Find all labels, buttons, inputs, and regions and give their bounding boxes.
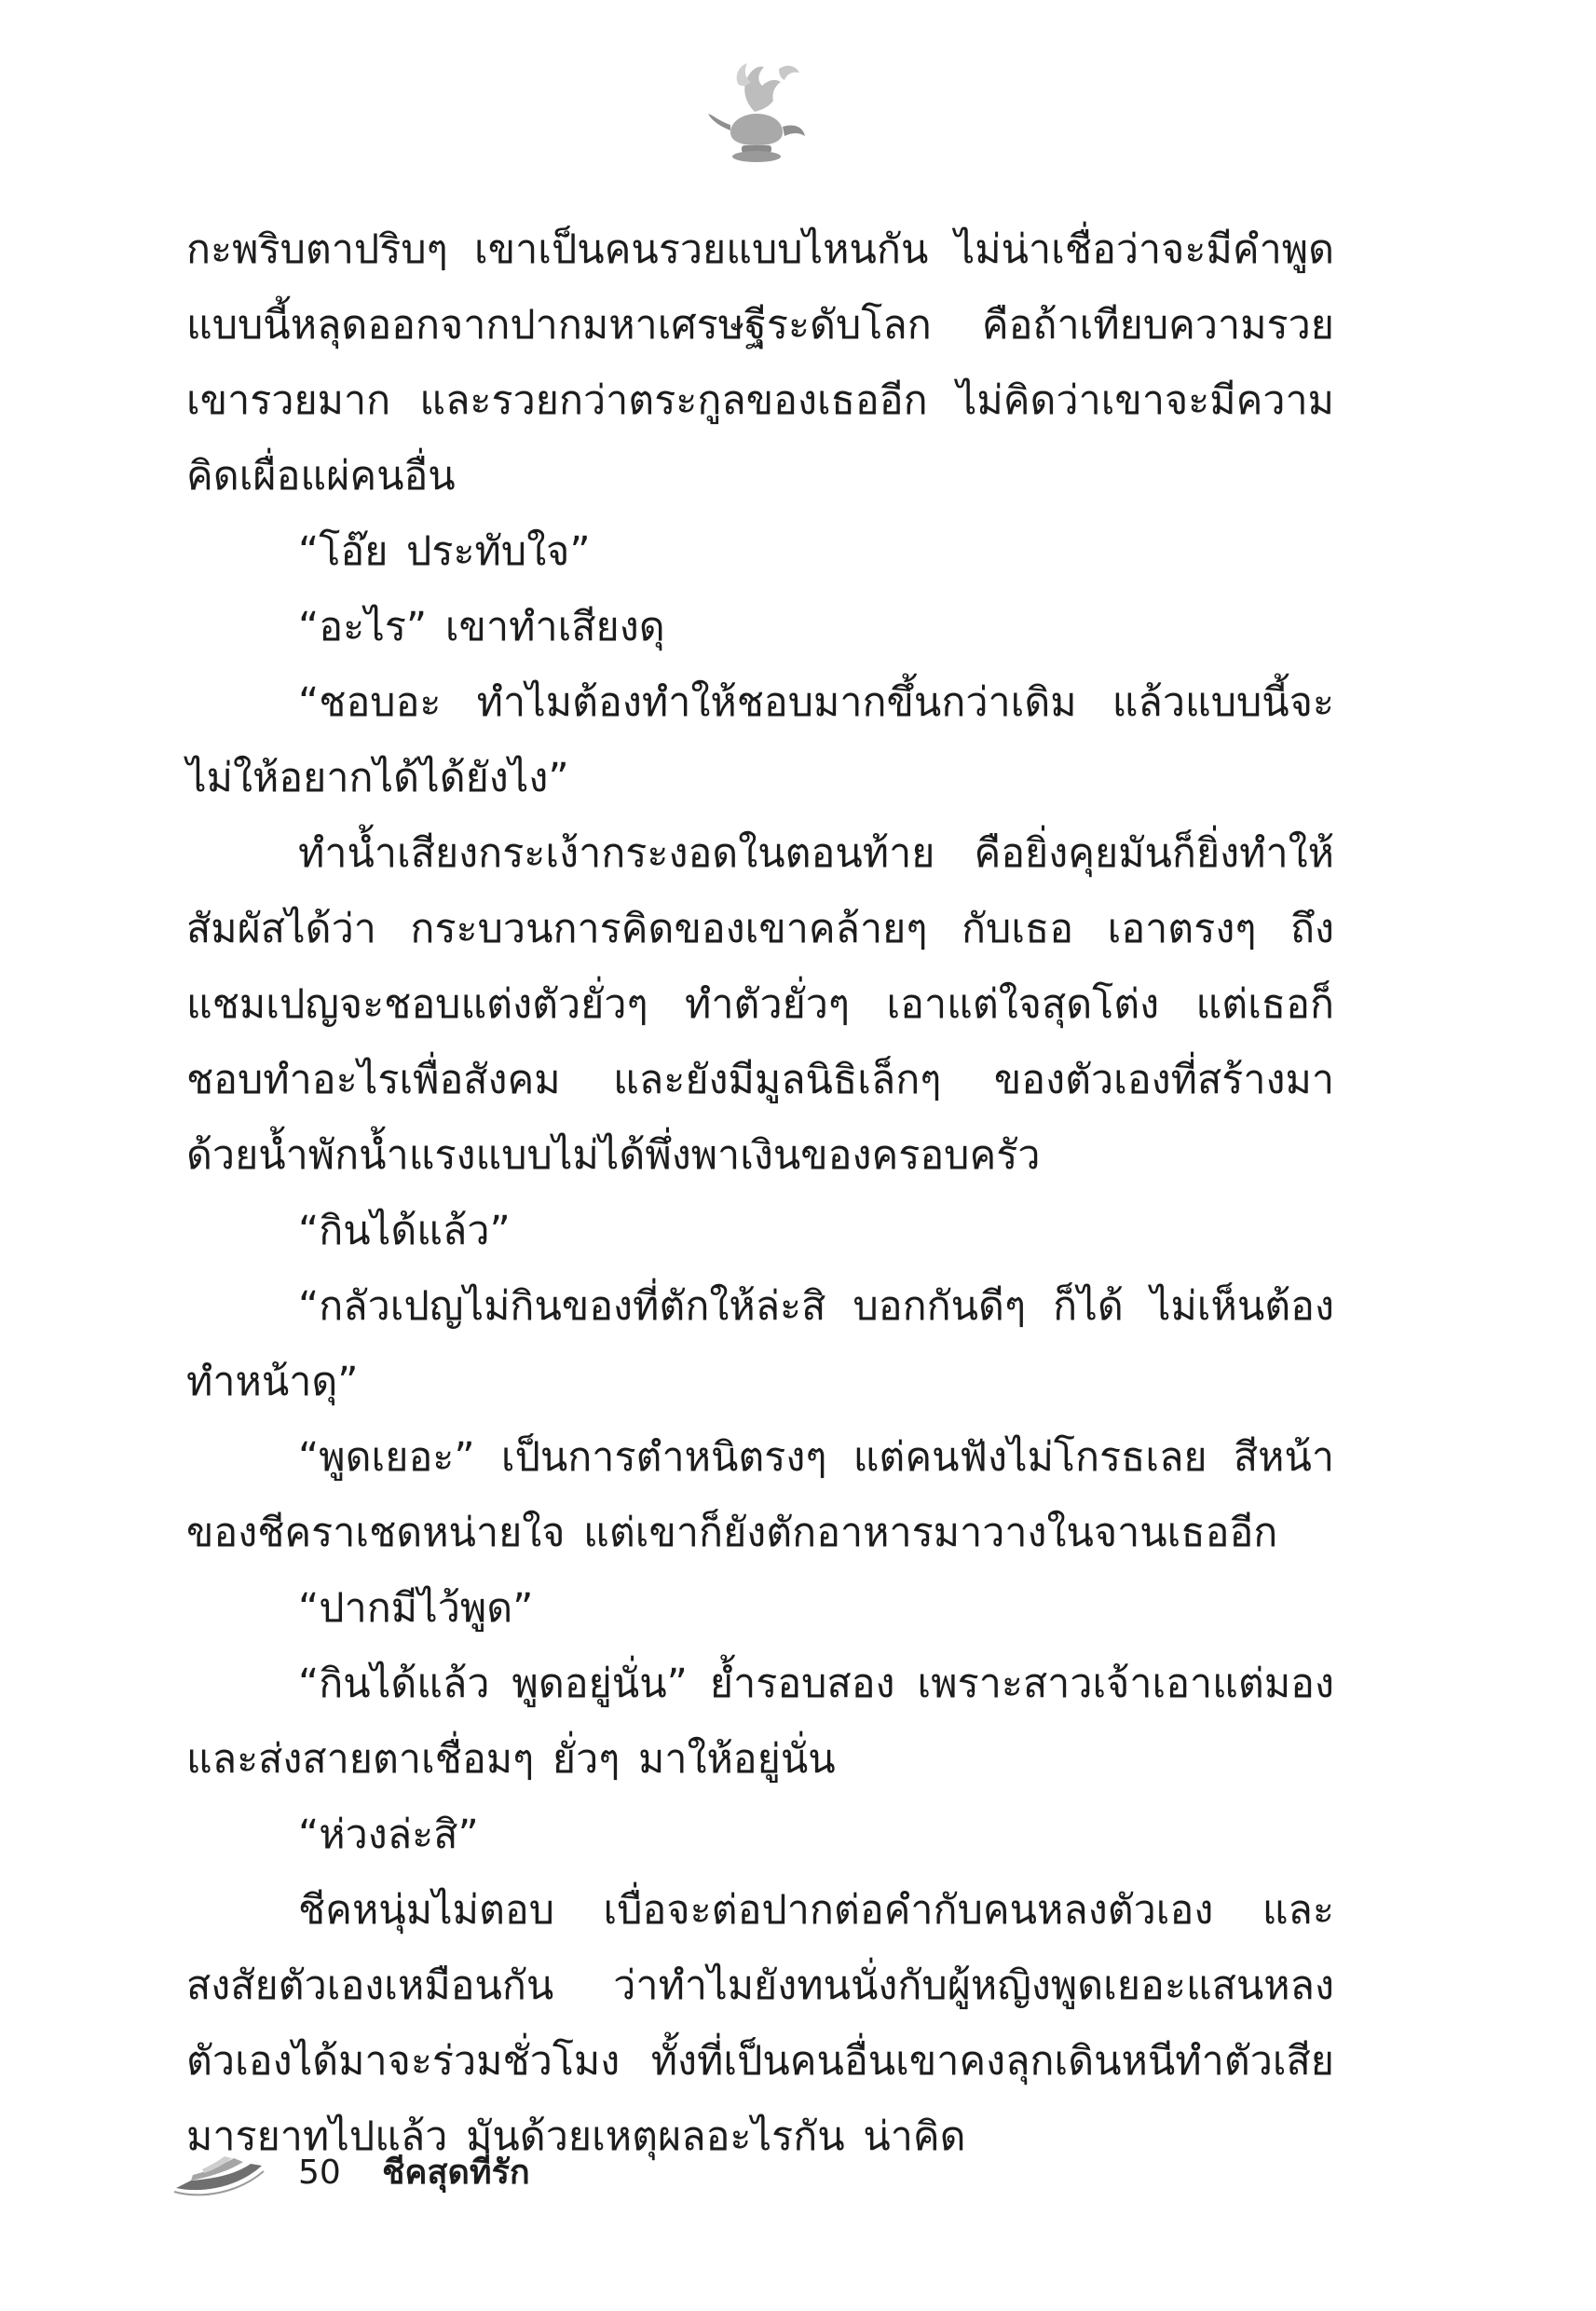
paragraph-5: ทำน้ำเสียงกระเง้ากระงอดในตอนท้าย คือยิ่งคุยมันก็ยิ่งทำให้สัมผัสได้ว่า กระบวนการคิดของเขาคล้ายๆ กับเธอ เอาตรงๆ ถึงแชมเปญจะชอบแต่งตัวยั่วๆ ทำตัวยั่วๆ เอาแต่ใจสุดโต่ง แต่เธอก็ชอบทำอะไรเพื่อสังคม และยังมีมูลนิธิเล็กๆ ของตัวเองที่สร้างมาด้วยน้ำพักน้ำแรงแบบไม่ได้พึ่งพาเงินของครอบครัว [186,830,1334,1179]
paragraph-6: “กินได้แล้ว” [298,1208,511,1254]
paragraph-2: “โอ๊ย ประทับใจ” [298,528,591,575]
paragraph-3: “อะไร” เขาทำเสียงดุ [298,604,665,650]
paragraph-11: “ห่วงล่ะสิ” [298,1812,479,1858]
paragraph-1: กะพริบตาปริบๆ เขาเป็นคนรวยแบบไหนกัน ไม่น่าเชื่อว่าจะมีคำพูดแบบนี้หลุดออกจากปากมหาเศรษฐีระดับโลก คือถ้าเทียบความรวยเขารวยมาก และรวยกว่าตระกูลของเธออีก ไม่คิดว่าเขาจะมีความคิดเผื่อแผ่คนอื่น [186,226,1334,499]
genie-lamp-icon [689,47,820,177]
book-title: ชีคสุดที่รัก [382,2154,530,2192]
paragraph-4: “ชอบอะ ทำไมต้องทำให้ชอบมากขึ้นกว่าเดิม แล้วแบบนี้จะไม่ให้อยากได้ได้ยังไง” [186,679,1334,801]
page-footer [172,2143,825,2218]
paragraph-12: ชีคหนุ่มไม่ตอบ เบื่อจะต่อปากต่อคำกับคนหลงตัวเอง และสงสัยตัวเองเหมือนกัน ว่าทำไมยังทนนั่งกับผู้หญิงพูดเยอะแสนหลงตัวเองได้มาจะร่วมชั่วโมง ทั้งที่เป็นคนอื่นเขาคงลุกเดินหนีทำตัวเสียมารยาทไปแล้ว มันด้วยเหตุผลอะไรกัน น่าคิด [186,1887,1334,2160]
paragraph-8: “พูดเยอะ” เป็นการตำหนิตรงๆ แต่คนฟังไม่โกรธเลย สีหน้าของชีคราเชดหน่ายใจ แต่เขาก็ยังตักอาหารมาวางในจานเธออีก [186,1434,1334,1556]
paragraph-10: “กินได้แล้ว พูดอยู่นั่น” ย้ำรอบสอง เพราะสาวเจ้าเอาแต่มองและส่งสายตาเชื่อมๆ ยั่วๆ มาให้อยู่นั่น [186,1661,1334,1783]
paragraph-9: “ปากมีไว้พูด” [298,1585,534,1632]
page-number: 50 [298,2154,341,2192]
paragraph-7: “กลัวเปญไม่กินของที่ตักให้ล่ะสิ บอกกันดีๆ ก็ได้ ไม่เห็นต้องทำหน้าดุ” [186,1283,1334,1405]
yacht-icon [172,2147,266,2203]
body-text [186,212,1334,2175]
